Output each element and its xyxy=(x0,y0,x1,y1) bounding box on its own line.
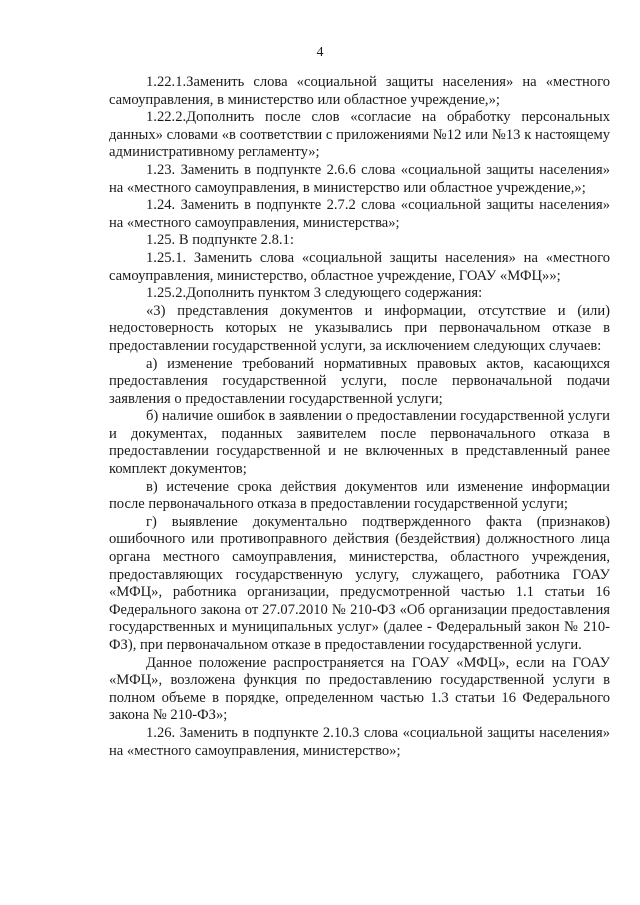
document-body xyxy=(109,74,610,760)
paragraph-1-24: 1.24. Заменить в подпункте 2.7.2 слова «социальной защиты населения» на «местного самоуправления, министерства»; xyxy=(109,197,610,231)
paragraph-1-25-2: 1.25.2.Дополнить пунктом 3 следующего содержания: xyxy=(146,285,483,302)
paragraph-provision-note: Данное положение распространяется на ГОАУ «МФЦ», если на ГОАУ «МФЦ», возложена функция по предоставлению государственной услуги в полном объеме в порядке, определенном частью 1.3 статьи 16 Федерального закона № 210-ФЗ»; xyxy=(109,654,610,724)
paragraph-1-23: 1.23. Заменить в подпункте 2.6.6 слова «социальной защиты населения» на «местного самоуправления, в министерство или областное учреждение,»; xyxy=(109,161,610,196)
paragraph-item-b: б) наличие ошибок в заявлении о предоставлении государственной услуги и документах, поданных заявителем после первоначального отказа в предоставлении государственной и не включенных в представленный ранее комплект документов; xyxy=(109,408,610,478)
paragraph-1-22-2: 1.22.2.Дополнить после слов «согласие на обработку персональных данных» словами «в соответствии с приложениями №12 или №13 к настоящему административному регламенту»; xyxy=(109,109,610,161)
paragraph-item-3: «3) представления документов и информации, отсутствие и (или) недостоверность которых не указывались при первоначальном отказе в предоставлении государственной услуги, за исключением следующих случаев: xyxy=(109,302,610,354)
paragraph-1-22-1: 1.22.1.Заменить слова «социальной защиты населения» на «местного самоуправления, в министерство или областное учреждение,»; xyxy=(109,74,610,108)
paragraph-1-26: 1.26. Заменить в подпункте 2.10.3 слова «социальной защиты населения» на «местного самоуправления, министерство»; xyxy=(109,724,610,759)
paragraph-item-a: а) изменение требований нормативных правовых актов, касающихся предоставления государственной услуги, после первоначальной подачи заявления о предоставлении государственной услуги; xyxy=(109,355,610,407)
paragraph-item-g: г) выявление документально подтвержденного факта (признаков) ошибочного или противоправного действия (бездействия) должностного лица органа местного самоуправления, министерства, областного учреждения, предоставляющих государственную услугу, служащего, работника ГОАУ «МФЦ», работника организации, предусмотренной частью 1.1 статьи 16 Федерального закона от 27.07.2010 № 210-ФЗ «Об организации предоставления государственных и муниципальных услуг» (далее - Федеральный закон № 210-ФЗ), при первоначальном отказе в предоставлении государственной услуги. xyxy=(109,513,610,653)
page-number: 4 xyxy=(316,45,324,60)
paragraph-1-25: 1.25. В подпункте 2.8.1: xyxy=(146,232,294,249)
paragraph-item-v: в) истечение срока действия документов или изменение информации после первоначального отказа в предоставлении государственной услуги; xyxy=(109,478,610,513)
paragraph-1-25-1: 1.25.1. Заменить слова «социальной защиты населения» на «местного самоуправления, министерство, областное учреждение, ГОАУ «МФЦ»»; xyxy=(109,249,610,284)
